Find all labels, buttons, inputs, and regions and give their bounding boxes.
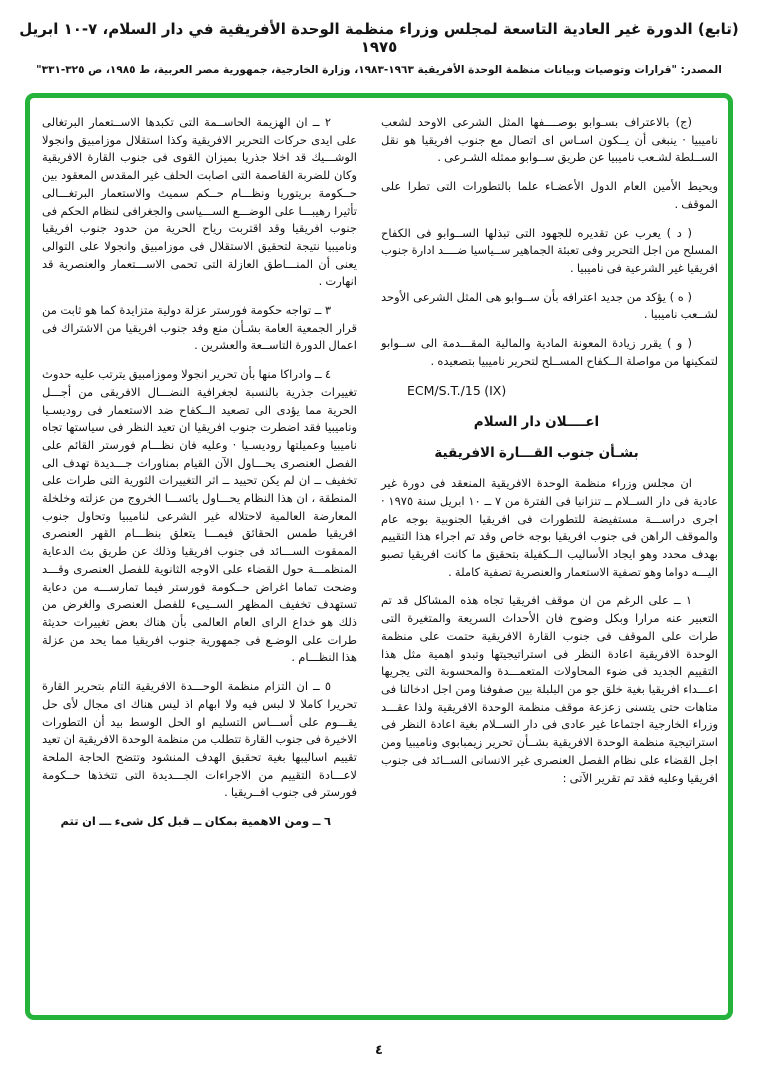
right-column bbox=[381, 114, 718, 1015]
page-header bbox=[0, 20, 758, 76]
paragraph-intro: ان مجلس وزراء منظمة الوحدة الافريقية المنعقد فى دورة غير عادية فى دار الســلام ــ تنزانيا فى الفترة من ٧ ــ ١٠ ابريل سنة ١٩٧٥ · اجرى دراســـة مستفيضة للتطورات فى افريقيا الجنوبية بوجه عام والموقف الراهن فى جنوب افريقيا بوجه خاص وقد تم اجراء هذا التقييم بهدف محدد وهو ايجاد الأساليب الــكفيلة بتحقيق ما كانت افريقيا تصبو اليـــه دواما وهو تصفية الاستعمار والعنصرية تصفية كاملة . bbox=[381, 476, 718, 579]
paragraph-1: ١ ــ على الرغم من ان موقف افريقيا تجاه هذه المشاكل قد تم التعبير عنه مرارا وبكل وضوح فان الأحداث السريعة والمتغيرة التى طرات على الموقف فى جنوب القارة الافريقية حتمت على منظمة الوحدة الافريقية اعادة النظر فى استراتيجيتها وتبدو اهمية مثل هذا التقييم الجديد فى ضوء المحاولات المتعمـــدة والمحسوبة التى يجريها اعـــداء افريقيا بغية خلق جو من البلبلة بين صفوفنا ومن اجل ادخالنا فى متاهات حتى يتسنى زعزعة موقف منظمة الوحدة الافريقية ولذا عقـــد وزراء الخارجية اجتماعا غير عادى فى دار الســلام بغية اعادة النظر فى استراتيجية منظمة الوحدة الافريقية بشــأن تحرير زيمبابوى وناميبيا ومن اجل القضاء على نظام الفصل العنصرى غير الانسانى الســائد فى جنوب افريقيا وعليه فقد تم تقرير الآتى : bbox=[381, 593, 718, 785]
declaration-subject: بشـأن جنوب القـــارة الافريقية bbox=[434, 445, 639, 462]
paragraph-item-d: ( د ) يعرب عن تقديره للجهود التى تبذلها الســوابو فى الكفاح المسلح من اجل التحرير وفى تعبئة الجماهير ســياسيا ضــــد ادارة جنوب افريقيا غير الشرعية فى ناميبيا . bbox=[381, 225, 718, 275]
page-number: ٤ bbox=[375, 1043, 383, 1058]
paragraph-6: ٦ ــ ومن الاهمية بمكان ــ قبل كل شىء ـــ ان تتم bbox=[60, 814, 331, 829]
paragraph-4: ٤ ــ وادراكا منها بأن تحرير انجولا وموزامبيق يترتب عليه حدوث تغييرات جذرية بالنسبة لجغرافية النضـــال الافريقى من أجـــل الحرية مما يؤدى الى تصعيد الــكفاح ضد الاستعمار فى روديسـيا وناميبيا فقد اضطرت جنوب افريقيا ان تعيد النظر فى سياستها تجاه ناميبيا وعميلتها روديسـيا · وعليه فان نظـــام فورستر القائم على الفصل العنصرى يحـــاول الآن القيام بمناورات جـــديدة تهدف الى تخفيف ــ ان لم يكن تحييد ــ اثر التغييرات الثورية التى طرات على المنطقة ، ان هذا النظام يحـــاول يائســـا الخروج من عزلته وخلخلة المعارضة العالمية لاحتلاله غير الشرعى لناميبيا وتحاول جنوب افريقيا طمس الحقائق فيمـــا يتعلق بنظـــام القهر العنصرى الممقوت الســـائد فى جنوب افريقيا وذلك عن طريق بث الدعاية المنظمـــة حول القضاء على الاوجه الثانوية للفصل العنصرى وقـــد وضحت تماما اغراض حــكومة فورستر فيما تمارســـه من دعاية تستهدف تخفيف المظهر الســيىء للفصل العنصرى والغرض من ذلك هو خداع الراى العام العالمى بأن هناك بعض تغييرات حديثة طرات على الوضـع فى جمهورية جنوب افريقيا مما يحد من عزلة هذا النظـــام . bbox=[42, 367, 357, 665]
header-title: (تابع) الدورة غير العادية التاسعة لمجلس وزراء منظمة الوحدة الأفريقية في دار السلام، ٧-١٠ ابريل ١٩٧٥ bbox=[19, 20, 739, 56]
paragraph-item-c: (ج) بالاعتراف بسـوابو بوصــــفها المثل الشرعى الاوحد لشعب ناميبيا · ينبغى أن يــكون اسـاس اى اتصال مع جنوب افريقيا هو نقل الســلطة لشـعب ناميبيا عن طريق ســوابو ممثله الشـرعى . bbox=[381, 115, 718, 165]
paragraph-item-w: ( و ) يقرر زيادة المعونة المادية والمالية المقـــدمة الى ســوابو لتمكينها من مواصلة الــكفاح المســلح لتحرير ناميبيا بتصعيده . bbox=[381, 336, 718, 368]
content-frame bbox=[25, 93, 733, 1020]
header-source: المصدر: "قرارات وتوصيات وبيانات منظمة الوحدة الأفريقية ١٩٦٣-١٩٨٣، وزارة الخارجية، جمهورية مصر العربية، ط ١٩٨٥، ص ٣٢٥-٣٣١" bbox=[36, 64, 722, 76]
two-column-layout bbox=[30, 98, 728, 1015]
paragraph-3: ٣ ــ تواجه حكومة فورستر عزلة دولية متزايدة كما هو ثابت من قرار الجمعية العامة بشـأن منع وفد جنوب افريقيا من الاشتراك فى اعمال الدورة التاســعة والعشرين . bbox=[42, 303, 357, 353]
document-reference: ECM/S.T./15 (IX) bbox=[407, 383, 507, 399]
paragraph-5: ٥ ــ ان التزام منظمة الوحـــدة الافريقية التام بتحرير القارة تحريرا كاملا لا لبس فيه ولا ابهام اذ ليس هناك اى مجال لأى حل يقـــوم على أســـاس التسليم او الحل الوسط بيد أن التطورات الاخيرة فى جنوب القارة تتطلب من منظمة الوحدة الافريقية ان تعيد تقييم اساليبها بغية تحقيق الهدف المنشود وتتضح الحاجة الملحة لاعـــادة التقييم من الاجراءات الجـــديدة التى تتخذها حــكومة فورستر فى جنوب افــريقيا . bbox=[42, 679, 357, 800]
paragraph-secretary-note: ويحيط الأمين العام الدول الأعضـاء علما بالتطورات التى تطرا على الموقف . bbox=[381, 179, 718, 211]
declaration-title: اعــــلان دار السلام bbox=[473, 413, 600, 430]
paragraph-2: ٢ ــ ان الهزيمة الحاســمة التى تكبدها الاســتعمار البرتغالى على ايدى حركات التحرير الافريقية وكذا استقلال موزامبيق وانجولا الوشـــيك قد اخلا جذريا بميزان القوى فى جنوب القارة الافريقية وكان للضربة القاصمة التى اصابت الحلف غير المقدس المعقود بين حــكومة بريتوريا ونظـــام حــكم سميث والاستعمار البرتغـــالى تأثيرا رهيبـــا على الوضـــع الســـياسى والجغرافى لنظام الحكم فى جنوب افريقيا وقد اقتربت رياح الحرية من حدود جنوب افريقيا وناميبيا نتيجة لتحقيق الاستقلال فى موزامبيق وانجولا على التوالى يعنى أن المنـــاطق العازلة التى تحمى الاســـتعمار والعنصرية قد انهارت . bbox=[42, 115, 357, 289]
paragraph-item-h: ( ه ) يؤكد من جديد اعترافه بأن ســوابو هى المثل الشرعى الأوحد لشــعب ناميبيا . bbox=[381, 289, 718, 322]
left-column bbox=[42, 114, 357, 1015]
